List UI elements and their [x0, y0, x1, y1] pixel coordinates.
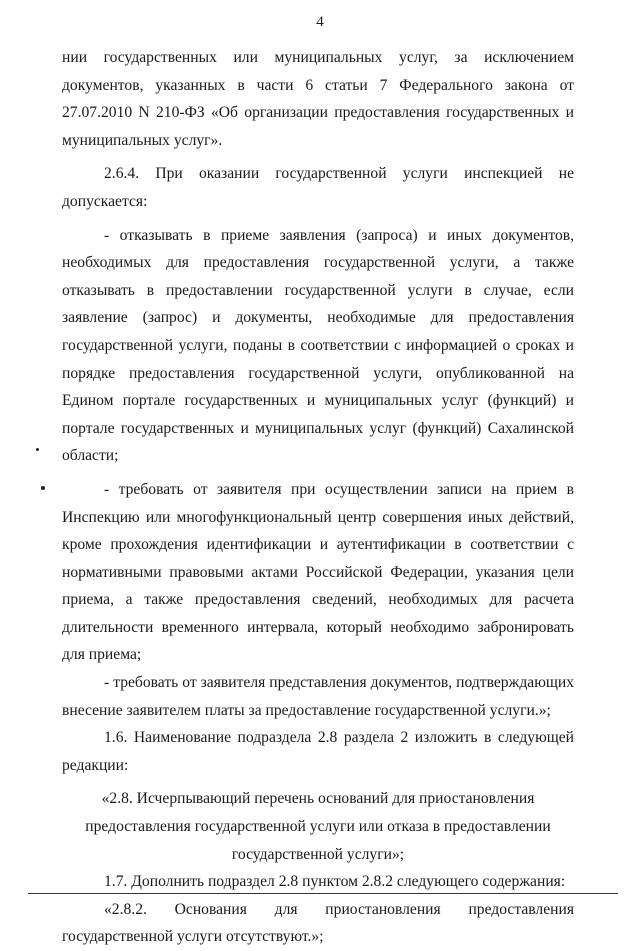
page-bottom-line: [28, 893, 618, 894]
paragraph-p8: 1.7. Дополнить подраздел 2.8 пунктом 2.8.2 следующего содержания:: [104, 873, 566, 891]
page-number: 4: [316, 14, 324, 30]
paragraph-p9: «2.8.2. Основания для приостановления предоставления государственной услуги отсутствуют.»;: [62, 900, 574, 946]
paragraph-p3: - отказывать в приеме заявления (запроса) и иных документов, необходимых для предоставления государственной услуги, а также отказывать в предоставлении государственной услуги в случае, если заявление (запрос) и документы, необходимые для предоставления государственной услуги, поданы в соответствии с информацией о сроках и порядке предоставления государственной услуги, опубликованной на Едином портале государственных и муниципальных услуг (функций) и портале государственных и муниципальных услуг (функций) Сахалинской области;: [62, 226, 574, 465]
paragraph-p7: «2.8. Исчерпывающий перечень оснований для приостановления предоставления государственной услуги или отказа в предоставлении государственной услуги»;: [85, 790, 551, 863]
document-body: [62, 44, 574, 951]
scan-speck: [41, 486, 45, 490]
paragraph-p1: нии государственных или муниципальных услуг, за исключением документов, указанных в части 6 статьи 7 Федерального закона от 27.07.2010 N 210-ФЗ «Об организации предоставления государственных и муниципальных услуг».: [62, 49, 574, 149]
paragraph-p4: - требовать от заявителя при осуществлении записи на прием в Инспекцию или многофункциональный центр совершения иных действий, кроме прохождения идентификации и аутентификации в соответствии с нормативными правовыми актами Российской Федерации, указания цели приема, а также предоставления сведений, необходимых для расчета длительности временного интервала, который необходимо забронировать для приема;: [62, 480, 574, 664]
paragraph-p6: 1.6. Наименование подраздела 2.8 раздела 2 изложить в следующей редакции:: [62, 729, 574, 774]
scan-speck: [36, 448, 39, 451]
paragraph-p2: 2.6.4. При оказании государственной услуги инспекцией не допускается:: [62, 165, 574, 210]
paragraph-p5: - требовать от заявителя представления документов, подтверждающих внесение заявителем платы за предоставление государственной услуги.»;: [62, 674, 574, 719]
